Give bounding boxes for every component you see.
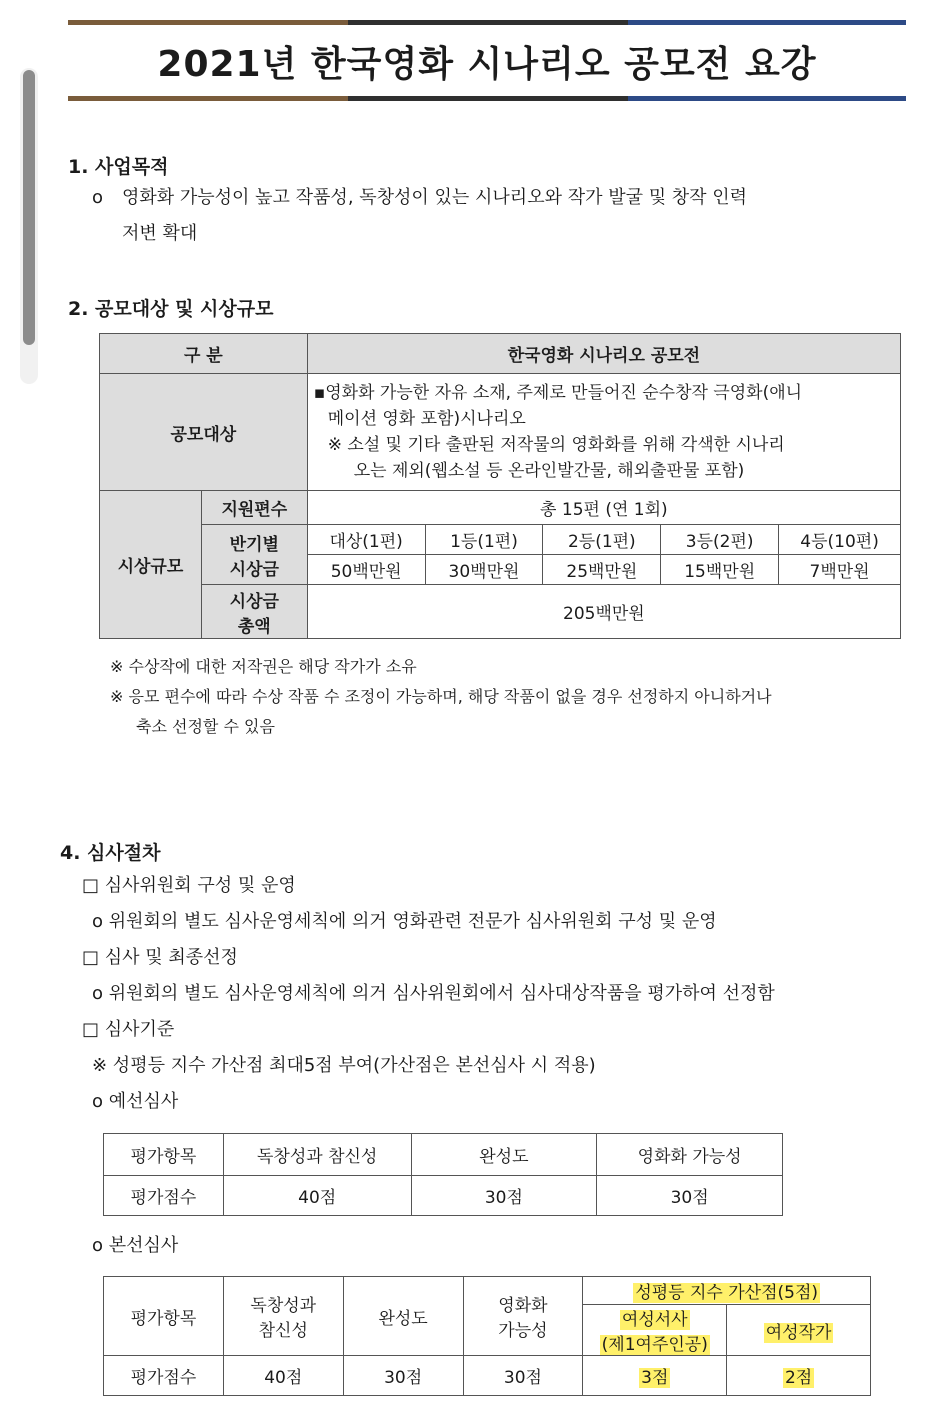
final-h3-line2: 가능성 bbox=[498, 1321, 548, 1341]
section1-text-line1: 영화화 가능성이 높고 작품성, 독창성이 있는 시나리오와 작가 발굴 및 창작 인력 bbox=[122, 187, 748, 208]
count-value: 총 15편 (연 1회) bbox=[307, 491, 900, 525]
prize-amount: 50백만원 bbox=[307, 555, 425, 585]
prelim-table bbox=[103, 1133, 783, 1216]
note-adjust-line2: 축소 선정할 수 있음 bbox=[136, 717, 275, 736]
award-label: 시상규모 bbox=[100, 491, 202, 639]
prize-amount: 25백만원 bbox=[543, 555, 661, 585]
final-r4a bbox=[583, 1356, 727, 1396]
section1-bullet: o bbox=[92, 187, 104, 208]
title-bottom-bar bbox=[68, 96, 906, 101]
final-table bbox=[103, 1276, 871, 1396]
prize-rank: 대상(1편) bbox=[307, 525, 425, 555]
total-value: 205백만원 bbox=[307, 585, 900, 639]
sub-selection-text: o 위원회의 별도 심사운영세칙에 의거 심사위원회에서 심사대상작품을 평가하여 선정함 bbox=[92, 983, 775, 1004]
female-narrative-score: 3점 bbox=[641, 1368, 669, 1388]
header-category: 구 분 bbox=[100, 334, 308, 374]
prize-label-1: 반기별 bbox=[229, 534, 279, 555]
sub-committee-text: o 위원회의 별도 심사운영세칙에 의거 영화관련 전문가 심사위원회 구성 및 운영 bbox=[92, 911, 717, 932]
criteria-note: ※ 성평등 지수 가산점 최대5점 부여(가산점은 본선심사 시 적용) bbox=[92, 1055, 596, 1076]
female-narrative-label: 여성서사 bbox=[621, 1310, 688, 1330]
note-adjust-line1: ※ 응모 편수에 따라 수상 작품 수 조정이 가능하며, 해당 작품이 없을 경우 선정하지 아니하거나 bbox=[110, 687, 772, 706]
title-top-bar bbox=[68, 20, 906, 25]
scrollbar-thumb[interactable] bbox=[23, 70, 35, 345]
prelim-r3: 30점 bbox=[597, 1176, 783, 1216]
female-lead-label: (제1여주인공) bbox=[601, 1335, 708, 1355]
female-writer-label: 여성작가 bbox=[765, 1322, 832, 1343]
prelim-label: o 예선심사 bbox=[92, 1091, 179, 1112]
final-h3 bbox=[463, 1277, 583, 1356]
section2-heading: 2. 공모대상 및 시상규모 bbox=[68, 298, 274, 320]
section4-heading: 4. 심사절차 bbox=[60, 842, 161, 864]
final-h0: 평가항목 bbox=[104, 1277, 224, 1356]
section1-heading: 1. 사업목적 bbox=[68, 156, 169, 178]
final-label: o 본선심사 bbox=[92, 1235, 179, 1256]
page-title: 2021년 한국영화 시나리오 공모전 요강 bbox=[157, 44, 817, 85]
note-copyright: ※ 수상작에 대한 저작권은 해당 작가가 소유 bbox=[110, 657, 417, 676]
total-label bbox=[201, 585, 307, 639]
total-label-2: 총액 bbox=[237, 616, 271, 637]
final-r0: 평가점수 bbox=[104, 1356, 224, 1396]
final-h1 bbox=[223, 1277, 343, 1356]
target-line4: 오는 제외(웹소설 등 온라인발간물, 해외출판물 포함) bbox=[353, 461, 745, 481]
prelim-r2: 30점 bbox=[411, 1176, 597, 1216]
final-h3-line1: 영화화 bbox=[498, 1296, 548, 1316]
prelim-r0: 평가점수 bbox=[104, 1176, 224, 1216]
sub-criteria: □ 심사기준 bbox=[82, 1019, 175, 1040]
header-contest: 한국영화 시나리오 공모전 bbox=[307, 334, 900, 374]
prelim-h2: 완성도 bbox=[411, 1134, 597, 1176]
final-h4 bbox=[583, 1277, 871, 1305]
final-r4b bbox=[727, 1356, 871, 1396]
prelim-h3: 영화화 가능성 bbox=[597, 1134, 783, 1176]
prize-rank: 2등(1편) bbox=[543, 525, 661, 555]
target-line2: 메이션 영화 포함)시나리오 bbox=[327, 409, 526, 429]
final-h4b bbox=[727, 1305, 871, 1356]
final-r3: 30점 bbox=[463, 1356, 583, 1396]
prelim-h0: 평가항목 bbox=[104, 1134, 224, 1176]
award-table bbox=[99, 333, 901, 639]
count-label: 지원편수 bbox=[201, 491, 307, 525]
sub-selection: □ 심사 및 최종선정 bbox=[82, 947, 238, 968]
prize-rank: 3등(2편) bbox=[661, 525, 779, 555]
target-label: 공모대상 bbox=[100, 374, 308, 491]
final-r2: 30점 bbox=[343, 1356, 463, 1396]
gender-bonus-header: 성평등 지수 가산점(5점) bbox=[635, 1283, 819, 1303]
final-h1-line2: 참신성 bbox=[258, 1321, 308, 1341]
target-content bbox=[307, 374, 900, 491]
prize-label bbox=[201, 525, 307, 585]
prize-amount: 30백만원 bbox=[425, 555, 543, 585]
prize-rank: 4등(10편) bbox=[779, 525, 901, 555]
final-r1: 40점 bbox=[223, 1356, 343, 1396]
target-line3: ※ 소설 및 기타 출판된 저작물의 영화화를 위해 각색한 시나리 bbox=[327, 435, 785, 455]
prize-rank: 1등(1편) bbox=[425, 525, 543, 555]
prize-amount: 15백만원 bbox=[661, 555, 779, 585]
target-line1: ▪영화화 가능한 자유 소재, 주제로 만들어진 순수창작 극영화(애니 bbox=[313, 383, 803, 403]
section1-text-line2: 저변 확대 bbox=[122, 223, 198, 244]
prize-label-2: 시상금 bbox=[229, 559, 279, 580]
final-h1-line1: 독창성과 bbox=[250, 1296, 317, 1316]
prelim-r1: 40점 bbox=[223, 1176, 411, 1216]
prize-amount: 7백만원 bbox=[779, 555, 901, 585]
final-h2: 완성도 bbox=[343, 1277, 463, 1356]
prelim-h1: 독창성과 참신성 bbox=[223, 1134, 411, 1176]
sub-committee: □ 심사위원회 구성 및 운영 bbox=[82, 875, 296, 896]
female-writer-score: 2점 bbox=[784, 1368, 813, 1388]
total-label-1: 시상금 bbox=[229, 591, 279, 612]
final-h4a bbox=[583, 1305, 727, 1356]
